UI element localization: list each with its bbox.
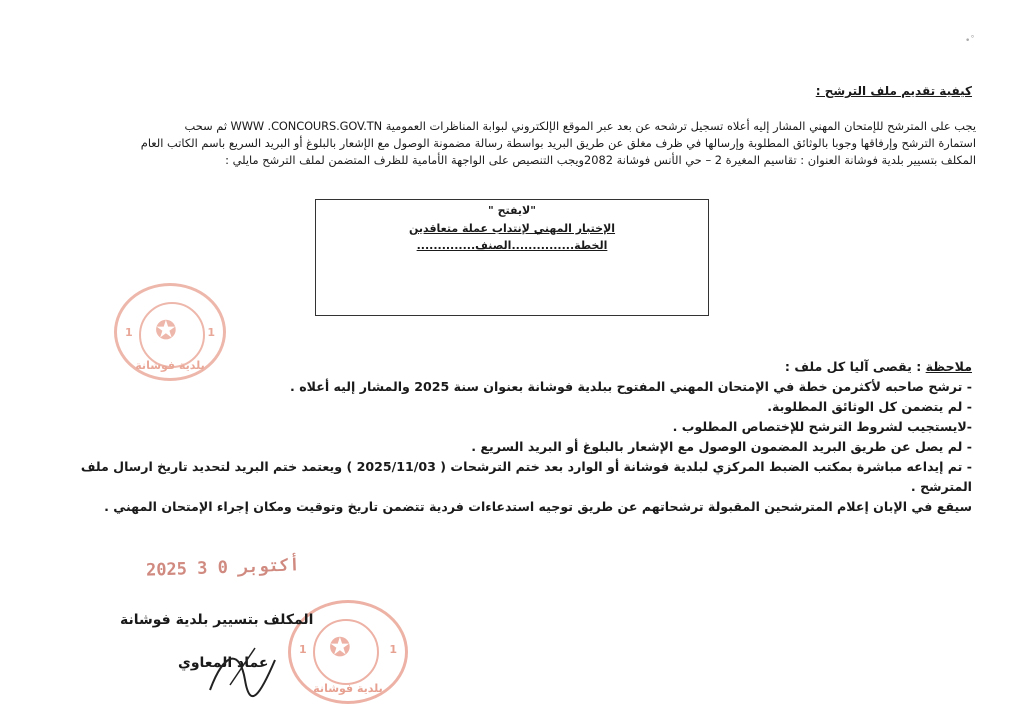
stamp-label: بلدية فوشانة bbox=[313, 682, 383, 695]
note-item: - لم يصل عن طريق البريد المضمون الوصول مع الإشعار بالبلوغ أو البريد السريع . bbox=[471, 439, 972, 454]
stamp-number-right: 1 bbox=[207, 326, 215, 339]
signatory-name: عماد المعاوي bbox=[178, 655, 269, 671]
notes-title: ملاحظة bbox=[925, 359, 972, 374]
exam-title-label: الإختبار المهني لإنتداب عملة متعاقدين bbox=[408, 222, 616, 235]
stamp-number-left: 1 bbox=[125, 326, 133, 339]
instructions-line-1 bbox=[46, 118, 976, 135]
handwritten-signature-icon bbox=[200, 640, 290, 700]
do-not-open-label: "لايفتح " bbox=[488, 204, 536, 217]
date-stamp: 2025 أكتوبر 0 3 bbox=[145, 555, 300, 581]
scan-mark: •˚ bbox=[965, 36, 975, 46]
note-item: - لم يتضمن كل الوثائق المطلوبة. bbox=[767, 399, 972, 414]
note-item: - تم إيداعه مباشرة بمكتب الضبط المركزي لبلدية فوشانة أو الوارد بعد ختم الترشحات ( 2025/11/03 ) ويعتمد ختم البريد لتحديد تاريخ ارسال ملف bbox=[80, 459, 972, 474]
instructions-line-1-text: يجب على المترشح للإمتحان المهني المشار إليه أعلاه تسجيل ترشحه عن بعد عبر الموقع الإلكتروني لبوابة المناظرات العمومية bbox=[385, 119, 976, 133]
emblem-icon: ✪ bbox=[329, 633, 351, 663]
stamp-label: بلدية فوشانة bbox=[135, 359, 205, 372]
instructions-paragraph bbox=[46, 118, 976, 169]
position-category-label: الخطة...............الصنف.............. bbox=[416, 239, 608, 252]
signatory-title: المكلف بتسيير بلدية فوشانة bbox=[120, 612, 314, 628]
note-item: -لايستجيب لشروط الترشح للإختصاص المطلوب . bbox=[672, 419, 972, 434]
section-heading: كيفية تقديم ملف الترشح : bbox=[815, 84, 972, 98]
notes-section bbox=[52, 357, 972, 517]
emblem-icon: ✪ bbox=[155, 316, 177, 346]
instructions-line-1-end: ثم سحب bbox=[184, 119, 228, 133]
instructions-line-2: استمارة الترشح وإرفاقها وجوبا بالوثائق المطلوبة وإرسالها في ظرف مغلق عن طريق البريد بواسطة رسالة مضمونة الوصول مع الإشعار بالبلوغ أو البريد السريع باسم الكاتب العام bbox=[140, 136, 976, 150]
website-url: WWW .CONCOURS.GOV.TN bbox=[230, 119, 383, 133]
stamp-number-left: 1 bbox=[299, 643, 307, 656]
note-item: المترشح . bbox=[910, 479, 972, 494]
instructions-line-3: المكلف بتسيير بلدية فوشانة العنوان : تقاسيم المغيرة 2 – حي الأنس فوشانة 2082ويجب التنصيص على الواجهة الأمامية للظرف المتضمن لملف الترشح مايلي : bbox=[225, 153, 976, 167]
notes-header bbox=[52, 357, 972, 377]
stamp-number-right: 1 bbox=[389, 643, 397, 656]
note-item: سيقع في الإبان إعلام المترشحين المقبولة ترشحاتهم عن طريق توجيه استدعاءات فردية تتضمن تاريخ وتوقيت ومكان إجراء الإمتحان المهني . bbox=[104, 499, 972, 514]
envelope-label-box bbox=[315, 199, 709, 316]
note-item: - ترشح صاحبه لأكثرمن خطة في الإمتحان المهني المفتوح ببلدية فوشانة بعنوان سنة 2025 والمشار إليه أعلاه . bbox=[290, 379, 972, 394]
notes-title-suffix: : يقصى آليا كل ملف : bbox=[784, 359, 922, 374]
